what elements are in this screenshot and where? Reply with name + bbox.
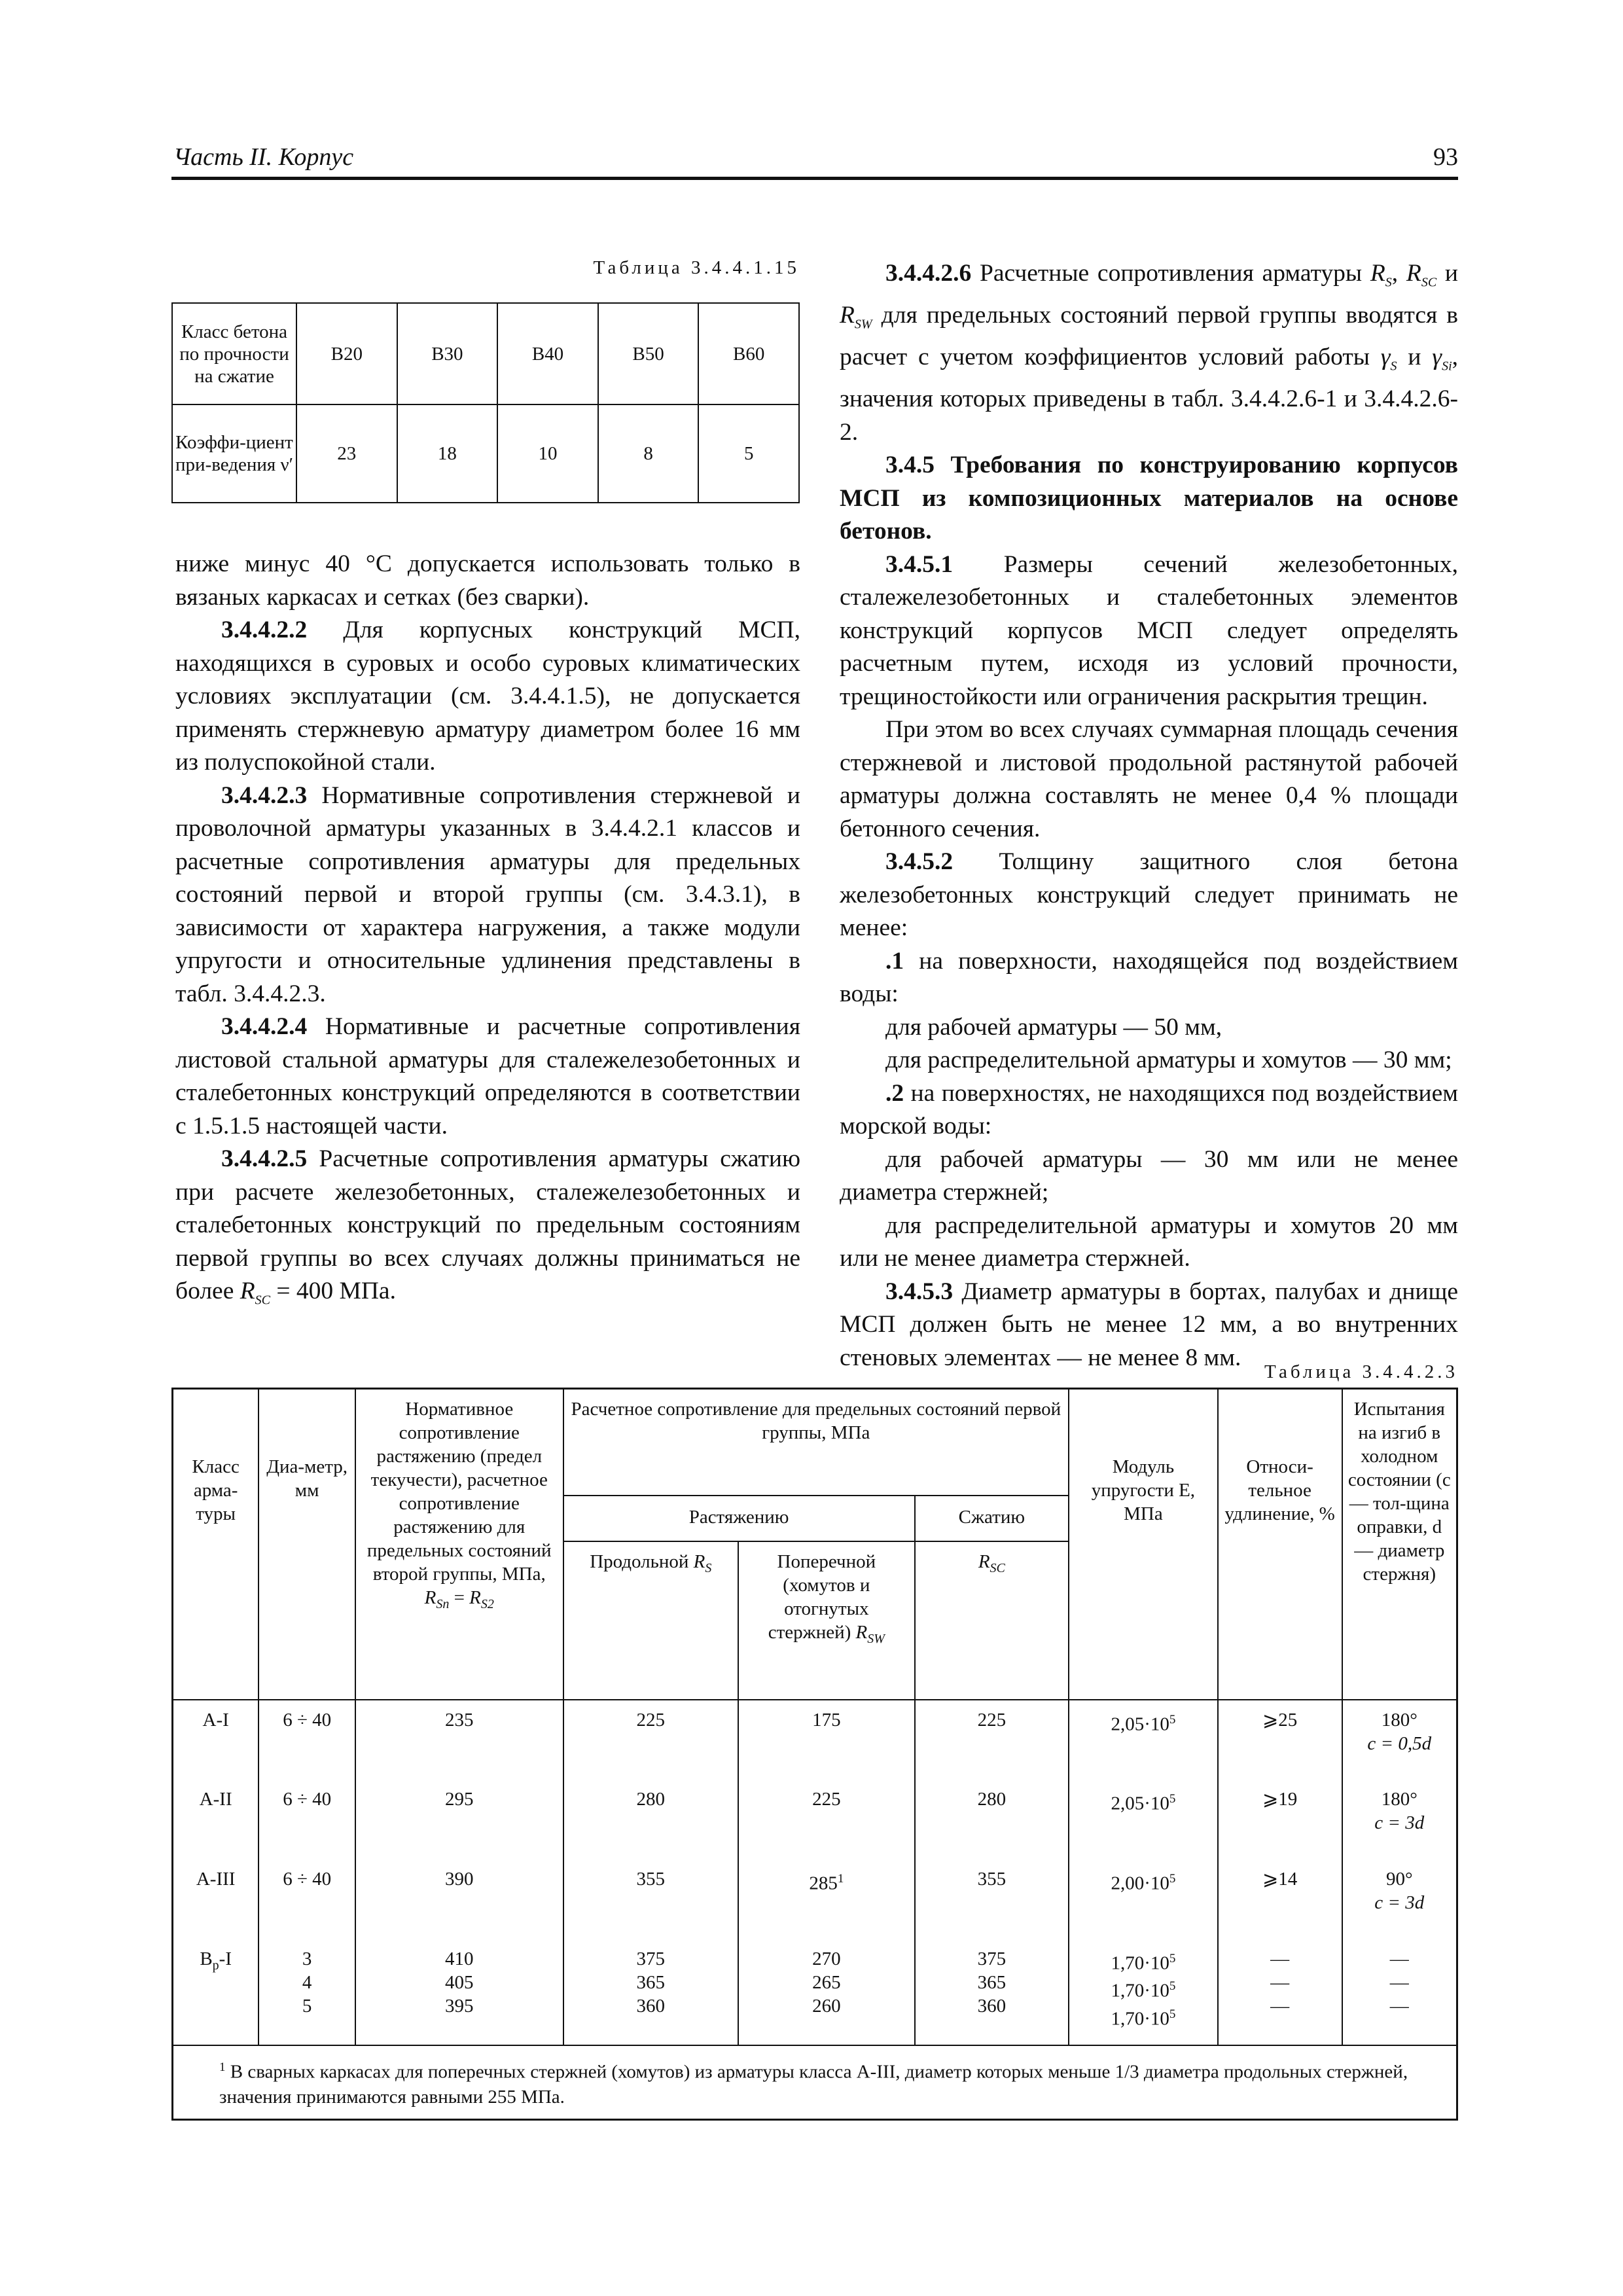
header-modulus: Модуль упругости E, МПа [1069, 1389, 1218, 1700]
table-footnote-row [173, 2045, 1457, 2119]
row-label: Коэффи-циент при-ведения ν′ [172, 404, 296, 503]
header-transverse: Поперечной (хомутов и отогнутых стержней) $R_{SW}$ [738, 1541, 915, 1700]
clause-number: 3.4.5.2 [885, 848, 954, 875]
table-cell: 225 [563, 1700, 739, 1780]
table-cell: 23 [296, 404, 397, 503]
table-cell: 355 [915, 1859, 1069, 1939]
table-cell: — — — [1342, 1939, 1457, 2046]
table-cell: 225 [738, 1780, 915, 1859]
paragraph: 3.4.4.2.3 Нормативные сопротивления стержневой и проволочной арматуры указанных в 3.4.4.2.1 классов и расчетные сопротивления арматуры для предельных состояний первой и второй группы (см. 3.4.3.1), в зависимости от характера нагружения, а также модули упругости и относительные удлинения представлены в табл. 3.4.4.2.3. [175, 781, 800, 1007]
list-item: для распределительной арматуры и хомутов — 30 мм; [885, 1047, 1452, 1073]
table-1-caption: Таблица 3.4.4.1.15 [593, 257, 800, 278]
table-cell: B30 [397, 303, 498, 404]
header-bend-test: Испытания на изгиб в холодном состоянии (с — тол-щина оправки, d — диаметр стержня) [1342, 1389, 1457, 1700]
table-cell: A-III [173, 1859, 259, 1939]
table-cell: 175 [738, 1700, 915, 1780]
table-cell: 280 [563, 1780, 739, 1859]
table-row [173, 1780, 1457, 1859]
table-header-row [173, 1389, 1457, 1496]
table-cell: 8 [598, 404, 699, 503]
clause-number: 3.4.4.2.3 [221, 781, 308, 809]
table-row [173, 1700, 1457, 1780]
table-row [173, 1939, 1457, 2046]
table-cell: 6 ÷ 40 [259, 1780, 355, 1859]
table-cell: A-II [173, 1780, 259, 1859]
table-cell: 375 365 360 [563, 1939, 739, 2046]
table-row [173, 1859, 1457, 1939]
header-normative: Нормативное сопротивление растяжению (предел текучести), расчетное сопротивление растяжению для предельных состояний второй группы, МПа, $R_{Sn} = R_{S2}$ [355, 1389, 563, 1700]
header-tension: Растяжению [563, 1496, 915, 1541]
table-cell: A-I [173, 1700, 259, 1780]
table-concrete-coefficients [171, 302, 800, 503]
table-cell: 225 [915, 1700, 1069, 1780]
list-item: для рабочей арматуры — 30 мм или не менее диаметра стержней; [840, 1145, 1458, 1206]
header-compression: Сжатию [915, 1496, 1069, 1541]
header-rsc: $R_{SC}$ [915, 1541, 1069, 1700]
clause-number: 3.4.4.2.5 [221, 1145, 308, 1172]
table-cell: 6 ÷ 40 [259, 1700, 355, 1780]
table-cell: $2,05\cdot 10^5$ [1069, 1700, 1218, 1780]
table-cell: 5 [698, 404, 799, 503]
paragraph: ниже минус 40 °С допускается использовать только в вязаных каркасах и сетках (без сварки). [175, 550, 800, 611]
paragraph: 3.4.5.1 Размеры сечений железобетонных, сталежелезобетонных и сталебетонных элементов конструкций корпусов МСП следует определять расчетным путем, исходя из условий прочности, трещиностойкости или ограничения раскрытия трещин. [840, 550, 1458, 710]
page-number: 93 [1433, 143, 1458, 171]
table-cell: — — — [1218, 1939, 1342, 2046]
table-cell: $285^1$ [738, 1859, 915, 1939]
table-cell: 90° c = 3d [1342, 1859, 1457, 1939]
clause-number: 3.4.4.2.6 [885, 260, 972, 287]
paragraph: 3.4.5.2 Толщину защитного слоя бетона железобетонных конструкций следует принимать не менее: [840, 848, 1458, 941]
header-elongation: Относи-тельное удлинение, % [1218, 1389, 1342, 1700]
left-column [175, 548, 800, 1317]
paragraph: 3.4.4.2.5 Расчетные сопротивления арматуры сжатию при расчете железобетонных, сталежелезобетонных и сталебетонных конструкций по предельным состояниям первой группы во всех случаях должны приниматься не более $R_{SC} = 400$ МПа. [175, 1145, 800, 1308]
table-cell: B60 [698, 303, 799, 404]
header-longitudinal: Продольной $R_S$ [563, 1541, 739, 1700]
paragraph: 3.4.4.2.2 Для корпусных конструкций МСП, находящихся в суровых и особо суровых климатических условиях эксплуатации (см. 3.4.4.1.5), не допускается применять стержневую арматуру диаметром более 16 мм из полуспокойной стали. [175, 617, 800, 776]
paragraph: 3.4.5.3 Диаметр арматуры в бортах, палубах и днище МСП должен быть не менее 12 мм, а во внутренних стеновых элементах — не менее 8 мм. [840, 1278, 1458, 1371]
table-cell: 180° c = 3d [1342, 1780, 1457, 1859]
header-diameter: Диа-метр, мм [259, 1389, 355, 1700]
clause-number: 3.4.4.2.2 [221, 617, 308, 643]
table-2-caption: Таблица 3.4.4.2.3 [1264, 1361, 1458, 1382]
list-item: для рабочей арматуры — 50 мм, [885, 1013, 1222, 1041]
running-header-section: Часть II. Корпус [173, 143, 354, 171]
row-label: Класс бетона по прочности на сжатие [172, 303, 296, 404]
item-number: .2 [885, 1079, 904, 1107]
table-reinforcement-properties [171, 1388, 1458, 2121]
table-cell: 390 [355, 1859, 563, 1939]
table-cell: 410 405 395 [355, 1939, 563, 2046]
table-cell: B40 [497, 303, 598, 404]
table-cell: 280 [915, 1780, 1069, 1859]
paragraph: 3.4.4.2.4 Нормативные и расчетные сопротивления листовой стальной арматуры для сталежелезобетонных и сталебетонных конструкций определяются в соответствии с 1.5.1.5 настоящей части. [175, 1013, 800, 1139]
table-cell: ⩾19 [1218, 1780, 1342, 1859]
table-cell: 235 [355, 1700, 563, 1780]
header-class: Класс арма-туры [173, 1389, 259, 1700]
table-cell: 355 [563, 1859, 739, 1939]
table-cell: 375 365 360 [915, 1939, 1069, 2046]
table-cell: B20 [296, 303, 397, 404]
table-cell: 295 [355, 1780, 563, 1859]
clause-number: 3.4.5.3 [885, 1278, 954, 1305]
table-cell: ⩾14 [1218, 1859, 1342, 1939]
table-cell: ⩾25 [1218, 1700, 1342, 1780]
list-item: .2 на поверхностях, не находящихся под воздействием морской воды: [840, 1079, 1458, 1139]
clause-number: 3.4.5.1 [885, 550, 954, 578]
table-cell: 18 [397, 404, 498, 503]
footnote-ref: 1 [837, 1871, 844, 1886]
table-cell: 6 ÷ 40 [259, 1859, 355, 1939]
table-cell: $2,00\cdot 10^5$ [1069, 1859, 1218, 1939]
footnote: $^1$ В сварных каркасах для поперечных стержней (хомутов) из арматуры класса А-III, диаметр которых меньше 1/3 диаметра продольных стержней, значения принимаются равными 255 МПа. [173, 2045, 1457, 2119]
table-cell: $1,70\cdot 10^5$ $1,70\cdot 10^5$ $1,70\cdot 10^5$ [1069, 1939, 1218, 2046]
list-item: .1 на поверхности, находящейся под воздействием воды: [840, 947, 1458, 1007]
table-cell: 270 265 260 [738, 1939, 915, 2046]
table-row [172, 404, 799, 503]
table-cell: 3 4 5 [259, 1939, 355, 2046]
right-column [840, 257, 1458, 1374]
table-cell: 10 [497, 404, 598, 503]
table-cell: $2,05\cdot 10^5$ [1069, 1780, 1218, 1859]
table-cell: B50 [598, 303, 699, 404]
table-row [172, 303, 799, 404]
section-heading: 3.4.5 Требования по конструированию корпусов МСП из композиционных материалов на основе бетонов. [840, 452, 1458, 545]
table-cell: 180° c = 0,5d [1342, 1700, 1457, 1780]
header-rule [171, 177, 1458, 180]
table-cell: $B_p-I$ [173, 1939, 259, 2046]
header-design-group: Расчетное сопротивление для предельных состояний первой группы, МПа [563, 1389, 1069, 1496]
paragraph: 3.4.4.2.6 Расчетные сопротивления арматуры $R_S$, $R_{SC}$ и $R_{SW}$ для предельных состояний первой группы вводятся в расчет с учетом коэффициентов условий работы $\gamma_S$ и $\gamma_{Si}$, значения которых приведены в табл. 3.4.4.2.6-1 и 3.4.4.2.6-2. [840, 260, 1459, 446]
list-item: для распределительной арматуры и хомутов 20 мм или не менее диаметра стержней. [840, 1211, 1458, 1272]
item-number: .1 [885, 947, 904, 975]
paragraph: При этом во всех случаях суммарная площадь сечения стержневой и листовой продольной растянутой рабочей арматуры должна составлять не менее 0,4 % площади бетонного сечения. [840, 716, 1458, 842]
clause-number: 3.4.4.2.4 [221, 1013, 308, 1040]
